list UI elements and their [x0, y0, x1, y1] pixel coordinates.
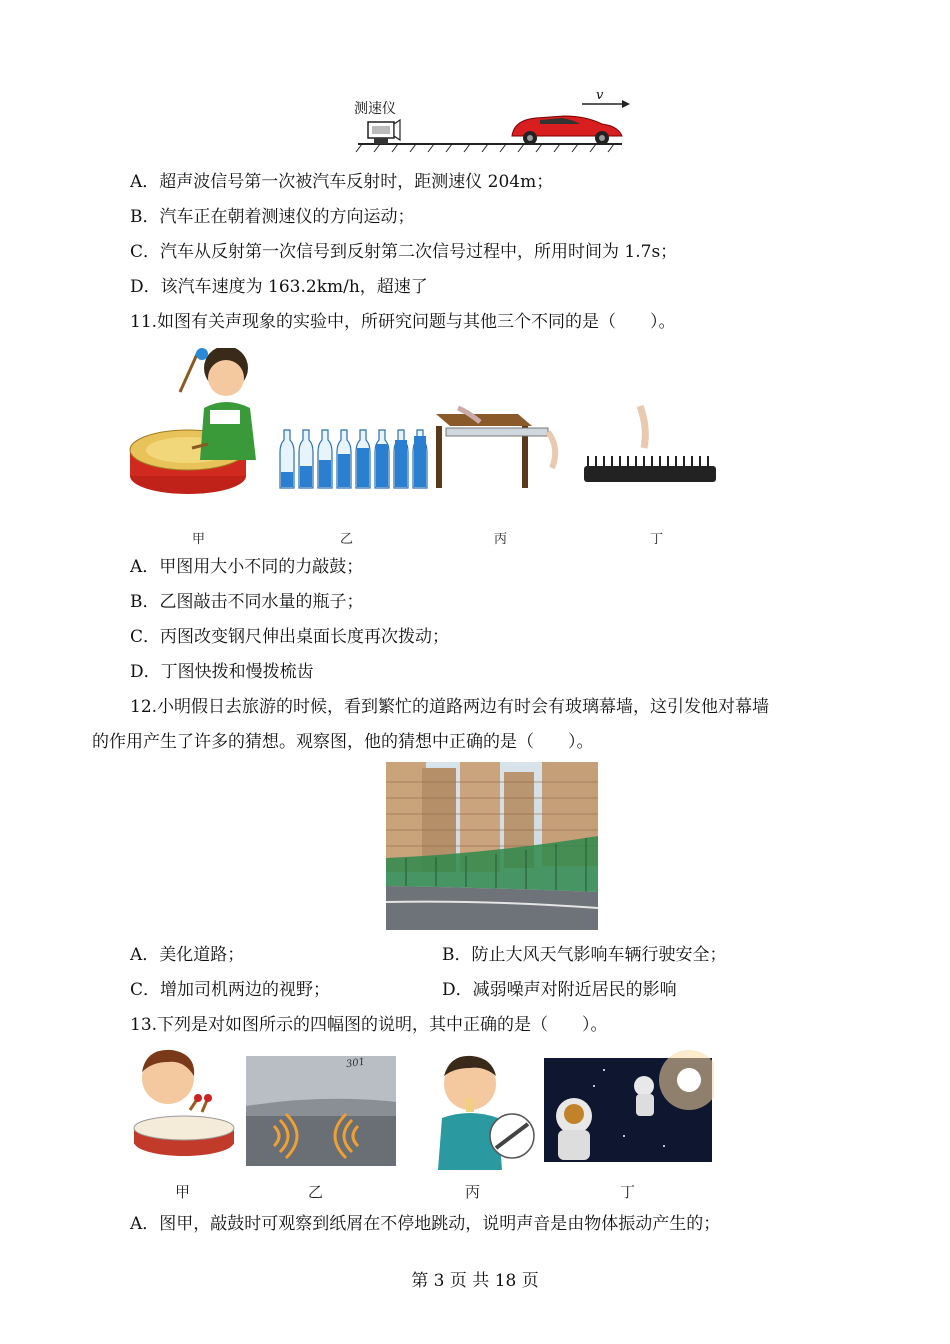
q11-option-a: A．甲图用大小不同的力敲鼓； — [130, 557, 364, 577]
q13-caption-jia: 甲 — [175, 1183, 191, 1201]
glass-wall-photo — [386, 762, 598, 930]
q13-caption-yi: 乙 — [308, 1183, 324, 1201]
q12-option-b: B．防止大风天气影响车辆行驶安全； — [442, 945, 727, 965]
q11-option-c: C．丙图改变钢尺伸出桌面长度再次拨动； — [130, 627, 450, 647]
q13-figures — [124, 1046, 714, 1170]
page-footer: 第 3 页 共 18 页 — [411, 1271, 539, 1291]
q10-option-d: D．该汽车速度为 163.2km/h，超速了 — [130, 277, 428, 297]
q11-option-b: B．乙图敲击不同水量的瓶子； — [130, 592, 364, 612]
q13-caption-bing: 丙 — [465, 1183, 481, 1201]
q11-caption-ding: 丁 — [650, 532, 664, 547]
q13-stem: 13.下列是对如图所示的四幅图的说明，其中正确的是（ ）。 — [130, 1015, 608, 1035]
q11-caption-bing: 丙 — [494, 532, 508, 547]
speed-meter-figure — [350, 88, 630, 156]
q10-option-c: C．汽车从反射第一次信号到反射第二次信号过程中，所用时间为 1.7s； — [130, 242, 678, 262]
car-badge: 301 — [345, 1056, 366, 1071]
q12-option-c: C．增加司机两边的视野； — [130, 980, 331, 1000]
q11-stem: 11.如图有关声现象的实验中，所研究问题与其他三个不同的是（ ）。 — [130, 312, 676, 332]
q12-stem-line2: 的作用产生了许多的猜想。观察图，他的猜想中正确的是（ ）。 — [92, 732, 594, 752]
q12-option-a: A．美化道路； — [130, 945, 245, 965]
q10-option-a: A．超声波信号第一次被汽车反射时，距测速仪 204m； — [130, 172, 554, 192]
q10-option-b: B．汽车正在朝着测速仪的方向运动； — [130, 207, 415, 227]
q12-stem-line1: 12.小明假日去旅游的时候，看到繁忙的道路两边有时会有玻璃幕墙，这引发他对幕墙 — [130, 697, 770, 717]
q11-caption-yi: 乙 — [340, 532, 354, 547]
speed-meter-label: 测速仪 — [354, 101, 396, 117]
q11-option-d: D．丁图快拨和慢拨梳齿 — [130, 662, 314, 682]
q11-caption-jia: 甲 — [192, 532, 206, 547]
q11-figures — [128, 348, 728, 498]
q12-option-d: D．减弱噪声对附近居民的影响 — [442, 980, 677, 1000]
q13-caption-ding: 丁 — [620, 1183, 636, 1201]
q13-option-a: A．图甲，敲鼓时可观察到纸屑在不停地跳动，说明声音是由物体振动产生的； — [130, 1214, 721, 1234]
velocity-label: v — [596, 88, 604, 103]
